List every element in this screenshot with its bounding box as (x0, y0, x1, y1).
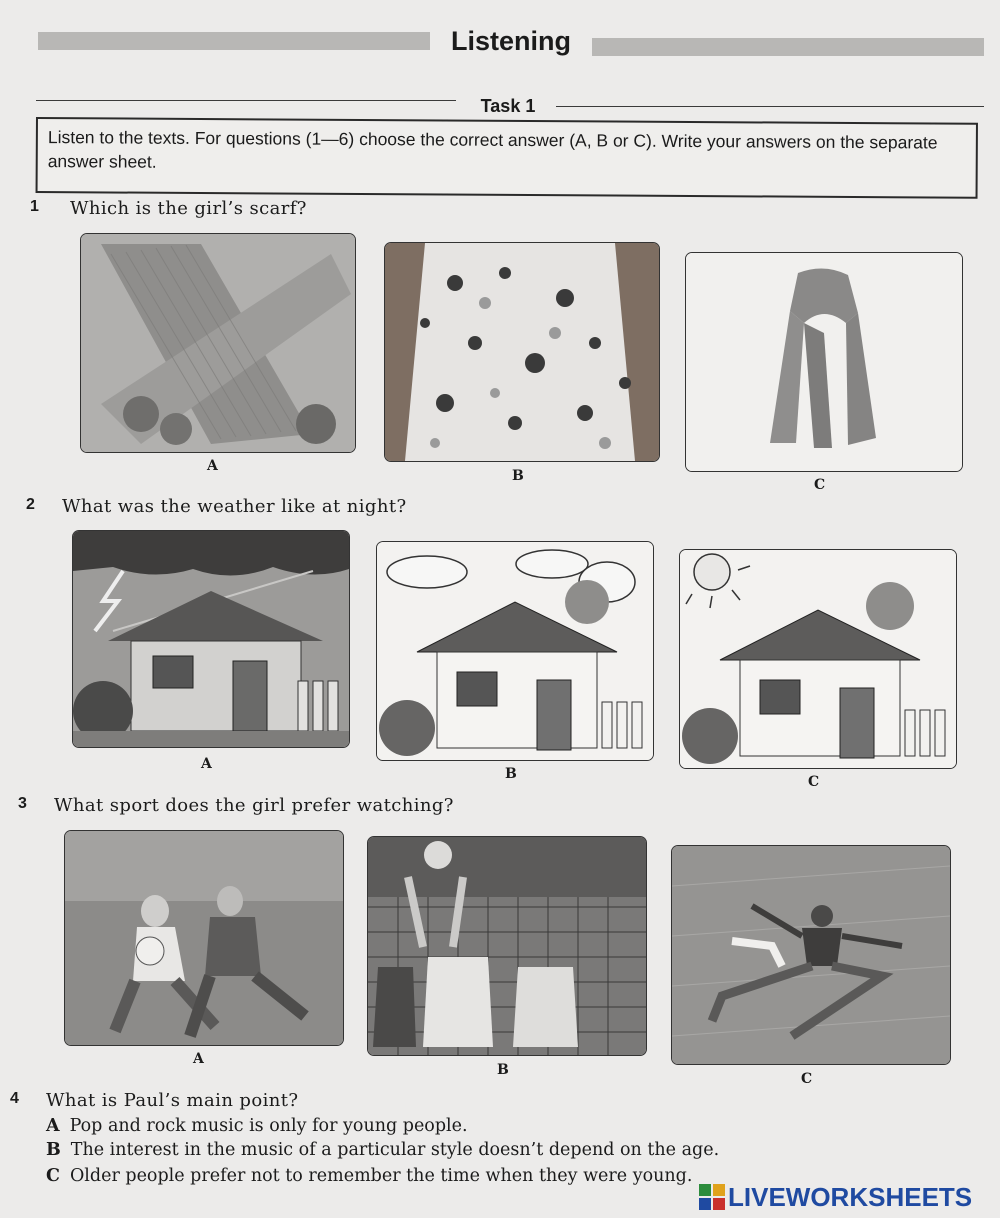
q3-option-b-label: B (497, 1062, 509, 1078)
task-label: Task 1 (480, 96, 536, 116)
q1-option-a-label: A (207, 458, 218, 474)
q4-choice-a[interactable] (46, 1116, 468, 1136)
question-1-text: Which is the girl’s scarf? (70, 198, 307, 219)
title-bar-left (38, 32, 430, 50)
q4-choice-c-letter: C (46, 1166, 60, 1186)
q4-choice-a-letter: A (46, 1116, 60, 1136)
question-2-number: 2 (26, 496, 35, 513)
q1-option-b-floral-scarf-image[interactable] (384, 242, 660, 462)
q4-choice-c[interactable] (46, 1166, 696, 1186)
q2-option-a-label: A (201, 756, 212, 772)
q4-choice-b-letter: B (46, 1140, 61, 1160)
q3-option-c-label: C (801, 1071, 813, 1087)
liveworksheets-logo-icon (698, 1183, 726, 1211)
question-3-text: What sport does the girl prefer watching? (54, 795, 454, 816)
liveworksheets-logo (698, 1180, 998, 1214)
question-3-number: 3 (18, 795, 27, 812)
q2-option-b-label: B (505, 766, 517, 782)
q4-choice-b-text: The interest in the music of a particular style doesn’t depend on the age. (70, 1140, 720, 1160)
instructions-box: Listen to the texts. For questions (1—6) choose the correct answer (A, B or C). Write your answers on the separate answer sheet. (36, 117, 978, 199)
question-2-text: What was the weather like at night? (62, 496, 407, 517)
q4-choice-c-text: Older people prefer not to remember the time when they were young. (69, 1166, 693, 1186)
q4-choice-a-text: Pop and rock music is only for young people. (69, 1116, 468, 1136)
q2-option-b-cloudy-house-image[interactable] (376, 541, 654, 761)
q1-option-c-label: C (814, 477, 826, 493)
page-title: Listening (451, 26, 571, 56)
question-4-number: 4 (10, 1090, 19, 1107)
title-bar-right (592, 38, 984, 56)
q2-option-c-sunny-house-image[interactable] (679, 549, 957, 769)
question-1-number: 1 (30, 198, 39, 215)
task-divider-left (36, 100, 456, 101)
q1-option-a-knitted-scarf-image[interactable] (80, 233, 356, 453)
q1-option-b-label: B (512, 468, 524, 484)
liveworksheets-logo-text: LIVEWORKSHEETS (728, 1181, 973, 1212)
q3-option-a-football-image[interactable] (64, 830, 344, 1046)
q3-option-c-skating-image[interactable] (671, 845, 951, 1065)
q1-option-c-plain-scarf-image[interactable] (685, 252, 963, 472)
q2-option-c-label: C (808, 774, 820, 790)
task-divider-right (556, 106, 984, 107)
question-4-text: What is Paul’s main point? (46, 1090, 299, 1111)
q2-option-a-stormy-house-image[interactable] (72, 530, 350, 748)
q4-choice-b[interactable] (46, 1140, 719, 1160)
q3-option-a-label: A (193, 1051, 204, 1067)
q3-option-b-volleyball-image[interactable] (367, 836, 647, 1056)
